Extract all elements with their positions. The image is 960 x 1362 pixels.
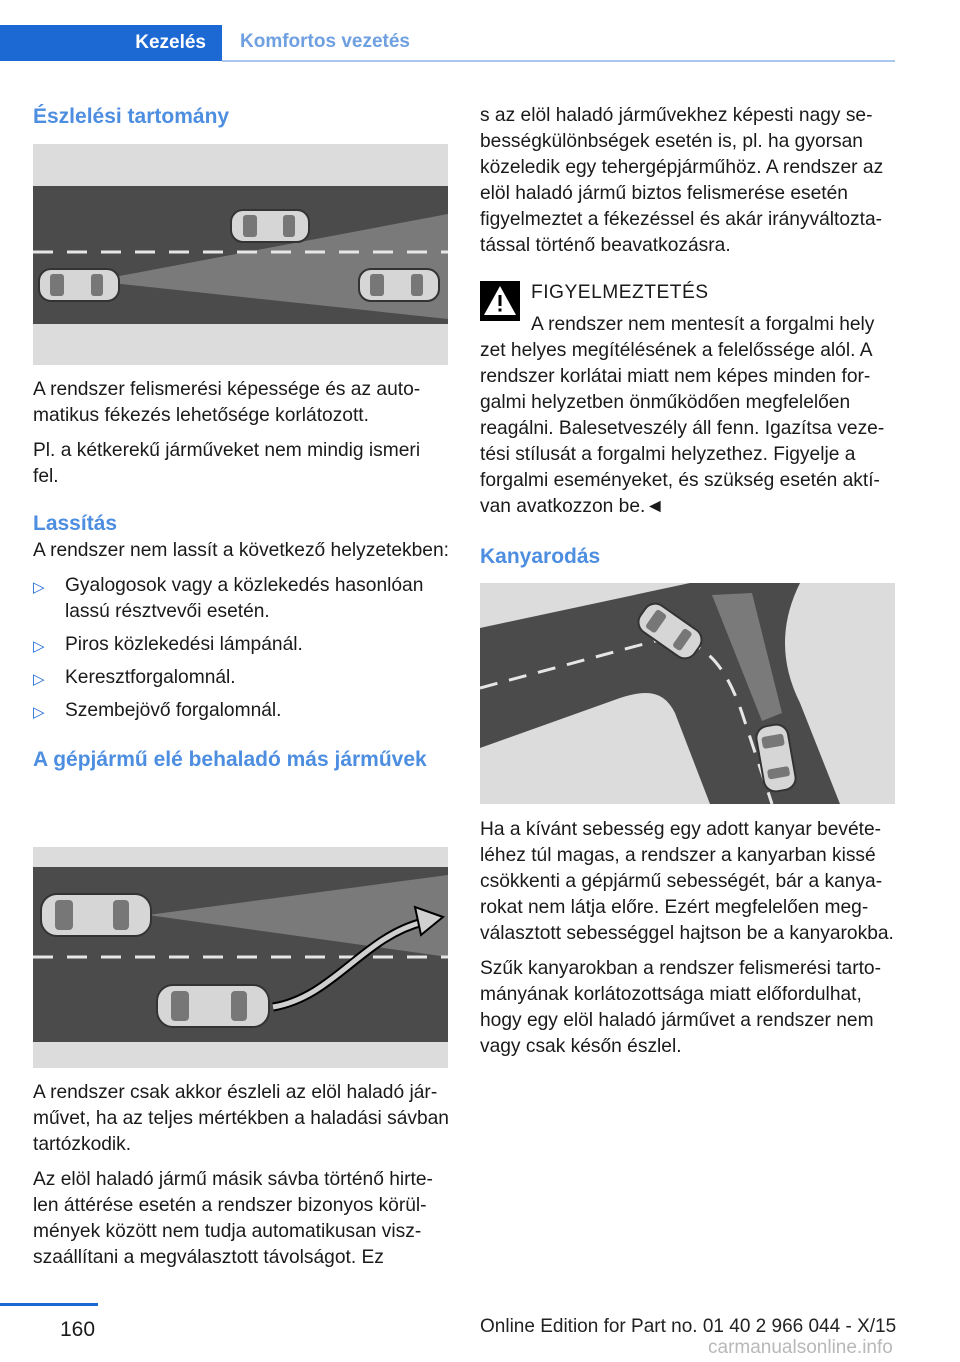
paragraph: s az elöl haladó járművekhez képesti nagy sebességkülönbségek esetén is, pl. ha gyorsan közeledik egy tehergépjárműhöz. A rendszer az elöl haladó jármű biztos felismerése esetén figyelmeztet a fékezéssel és akár irányváltoztatással történő beavatkozásra.	[480, 105, 884, 256]
heading-behalado-jarmuvek: A gépjármű elé behaladó más járművek	[33, 748, 427, 771]
edition-text: Online Edition for Part no. 01 40 2 966 044 - X/15	[480, 1316, 897, 1337]
heading-lassitas: Lassítás	[33, 512, 118, 535]
triangle-bullet-icon: ▷	[33, 671, 45, 688]
paragraph: A rendszer felismerési képessége és az automatikus fékezés lehetősége korlátozott.	[33, 379, 421, 426]
car-top-icon	[157, 985, 269, 1027]
heading-eszlelesi-tartomany: Észlelési tartomány	[33, 105, 230, 128]
paragraph: A rendszer nem lassít a következő helyzetekben:	[33, 540, 449, 561]
tab-kezeles[interactable]: Kezelés	[0, 25, 222, 61]
triangle-bullet-icon: ▷	[33, 704, 45, 721]
car-top-icon	[231, 210, 309, 242]
warning-text-first-line: A rendszer nem mentesít a forgalmi hely	[531, 314, 875, 335]
header-tabs	[0, 25, 895, 61]
heading-kanyarodas: Kanyarodás	[480, 545, 601, 568]
warning-title: FIGYELMEZTETÉS	[531, 282, 709, 303]
bullet-list	[33, 573, 449, 724]
car-top-icon	[41, 894, 151, 936]
paragraph: A rendszer csak akkor észleli az elöl haladó járművet, ha az teljes mértékben a haladási sávban tartózkodik.	[33, 1082, 449, 1155]
figure-detection-range	[33, 144, 448, 365]
list-item: ▷ Keresztforgalomnál.	[33, 665, 449, 691]
car-top-icon	[359, 269, 439, 301]
paragraph: Az elöl haladó jármű másik sávba történő hirtelen áttérése esetén a rendszer bizonyos körülmények között nem tudja automatikusan viszszaállítani a megválasztott távolságot. Ez	[33, 1169, 433, 1268]
header-divider	[222, 60, 895, 62]
paragraph: Pl. a kétkerekű járműveket nem mindig ismeri fel.	[33, 440, 421, 487]
watermark: carmanualsonline.info	[708, 1337, 893, 1358]
figure-cut-in-vehicle	[33, 847, 448, 1068]
list-item: ▷ Gyalogosok vagy a közlekedés hasonlóan lassú résztvevői esetén.	[33, 575, 424, 622]
page-number: 160	[60, 1318, 96, 1341]
figure-curve	[480, 583, 895, 804]
triangle-bullet-icon: ▷	[33, 638, 45, 655]
triangle-bullet-icon: ▷	[33, 579, 45, 596]
warning-text: zet helyes megítélésének a felelőssége alól. A rendszer korlátai miatt nem képes minden forgalmi helyzetben önműködően megfelelően reagálni. Balesetveszély áll fenn. Igazítsa vezetési stílusát a forgalmi helyzethez. Figyelje a forgalmi eseményeket, és szükség esetén aktívan avatkozzon be.◄	[480, 340, 885, 517]
car-top-icon	[39, 269, 119, 301]
tab-komfortos-vezetes[interactable]: Komfortos vezetés	[240, 31, 410, 52]
footer-rule	[0, 1303, 98, 1306]
paragraph: Szűk kanyarokban a rendszer felismerési tartományának korlátozottsága miatt előfordulhat, hogy egy elöl haladó járművet a rendszer nem vagy csak későn észlel.	[480, 958, 881, 1057]
warning-triangle-icon	[480, 281, 520, 321]
list-item: ▷ Szembejövő forgalomnál.	[33, 698, 449, 724]
list-item: ▷ Piros közlekedési lámpánál.	[33, 632, 449, 658]
paragraph: Ha a kívánt sebesség egy adott kanyar bevételéhez túl magas, a rendszer a kanyarban kissé csökkenti a gépjármű sebességét, bár a kanyarokat nem látja előre. Ezért megfelelően megválasztott sebességgel hajtson be a kanyarokba.	[480, 819, 894, 944]
